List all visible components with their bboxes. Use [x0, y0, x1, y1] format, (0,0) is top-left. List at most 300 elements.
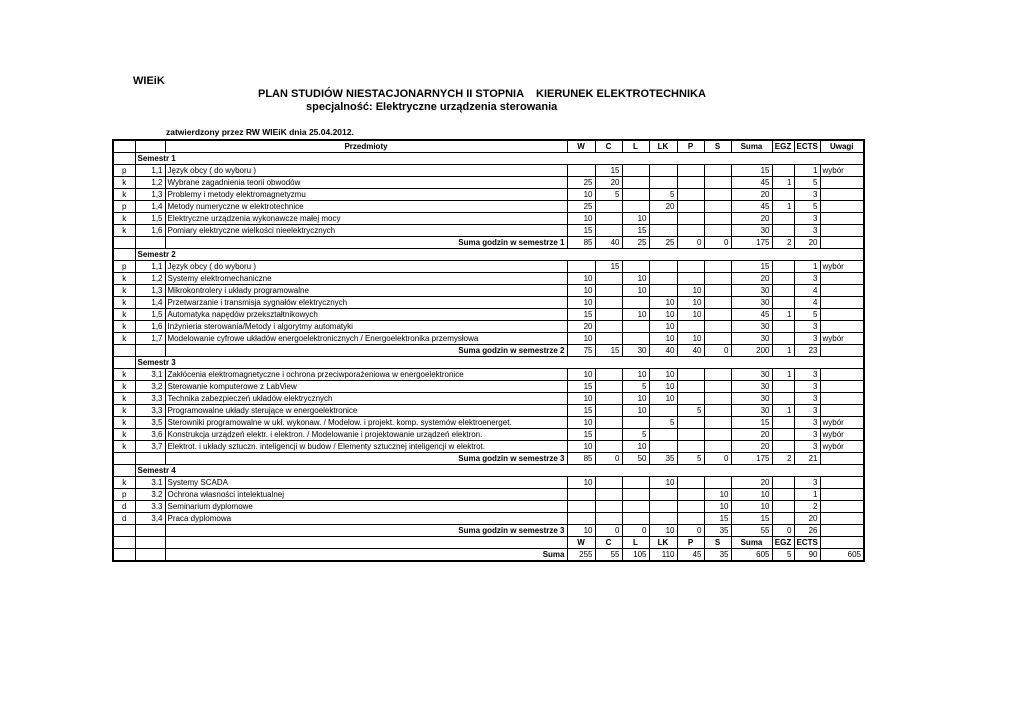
- table-row: [113, 177, 864, 189]
- cell-w: [567, 165, 595, 177]
- sum-ects: 26: [794, 525, 820, 537]
- cell-w: 15: [567, 225, 595, 237]
- cell-w: 10: [567, 417, 595, 429]
- table-row: [113, 213, 864, 225]
- table-row: [113, 501, 864, 513]
- number-cell: [135, 345, 165, 357]
- sum-p: 0: [677, 237, 704, 249]
- cell-ects: 3: [794, 213, 820, 225]
- cell-egz: [772, 261, 794, 273]
- cell-l: 10: [622, 309, 649, 321]
- course-type: k: [113, 441, 135, 453]
- sum-ects: 21: [794, 453, 820, 465]
- course-type: p: [113, 489, 135, 501]
- cell-p: [677, 489, 704, 501]
- cell-egz: 1: [772, 201, 794, 213]
- course-type: k: [113, 177, 135, 189]
- sum-uwagi: [820, 453, 864, 465]
- semester-label: Semestr 4: [135, 465, 864, 477]
- table-row: [113, 189, 864, 201]
- cell-egz: [772, 165, 794, 177]
- table-row: [113, 513, 864, 525]
- cell-s: [704, 429, 731, 441]
- table-row: [113, 369, 864, 381]
- cell-c: [595, 489, 622, 501]
- header-suma: Suma: [731, 140, 772, 153]
- table-row: [113, 225, 864, 237]
- cell-lk: [649, 177, 677, 189]
- sum-suma: 175: [731, 237, 772, 249]
- type-cell: [113, 345, 135, 357]
- cell-s: [704, 321, 731, 333]
- course-name: Programowalne układy sterujące w energoelektronice: [165, 405, 567, 417]
- course-name: Zakłócenia elektromagnetyczne i ochrona przeciwporażeniowa w energoelektronice: [165, 369, 567, 381]
- cell-suma: 30: [731, 225, 772, 237]
- cell-lk: [649, 285, 677, 297]
- cell-s: [704, 441, 731, 453]
- cell-c: [595, 273, 622, 285]
- cell-egz: 1: [772, 309, 794, 321]
- cell-w: 15: [567, 381, 595, 393]
- semester-sum-row: [113, 237, 864, 249]
- cell-l: [622, 189, 649, 201]
- course-type: k: [113, 285, 135, 297]
- cell-s: [704, 273, 731, 285]
- cell-uwagi: wybór: [820, 333, 864, 345]
- total-ects: 90: [794, 549, 820, 562]
- course-name: Ochrona własności intelektualnej: [165, 489, 567, 501]
- cell-egz: [772, 477, 794, 489]
- cell-p: [677, 189, 704, 201]
- sum-lk: 35: [649, 453, 677, 465]
- cell-l: [622, 417, 649, 429]
- cell-p: [677, 261, 704, 273]
- type-cell: [113, 357, 135, 369]
- course-type: p: [113, 165, 135, 177]
- header-type-cell: [113, 140, 135, 153]
- table-row: [113, 165, 864, 177]
- cell-ects: 5: [794, 201, 820, 213]
- course-name: Automatyka napędów przekształtnikowych: [165, 309, 567, 321]
- course-type: k: [113, 213, 135, 225]
- sum-egz: 2: [772, 237, 794, 249]
- cell-suma: 45: [731, 201, 772, 213]
- cell-c: [595, 477, 622, 489]
- cell-suma: 30: [731, 285, 772, 297]
- cell-uwagi: wybór: [820, 429, 864, 441]
- course-type: k: [113, 309, 135, 321]
- cell-suma: 20: [731, 441, 772, 453]
- cell-w: 15: [567, 309, 595, 321]
- table-row: [113, 309, 864, 321]
- cell-ects: 4: [794, 285, 820, 297]
- cell-uwagi: [820, 213, 864, 225]
- number-cell: [135, 525, 165, 537]
- cell-uwagi: [820, 501, 864, 513]
- cell-suma: 30: [731, 405, 772, 417]
- cell-uwagi: [820, 405, 864, 417]
- cell-lk: 10: [649, 333, 677, 345]
- cell-uwagi: [820, 225, 864, 237]
- cell-suma: 45: [731, 177, 772, 189]
- cell-l: [622, 333, 649, 345]
- cell-w: 15: [567, 429, 595, 441]
- cell-ects: 5: [794, 309, 820, 321]
- cell-lk: [649, 501, 677, 513]
- cell-lk: [649, 489, 677, 501]
- table-row: [113, 489, 864, 501]
- repeat-header-ects: ECTS: [794, 537, 820, 549]
- cell-l: 10: [622, 213, 649, 225]
- cell-p: [677, 513, 704, 525]
- sum-c: 0: [595, 453, 622, 465]
- table-row: [113, 321, 864, 333]
- cell-p: [677, 381, 704, 393]
- cell-p: [677, 429, 704, 441]
- cell-suma: 30: [731, 297, 772, 309]
- course-number: 1,7: [135, 333, 165, 345]
- type-cell: [113, 153, 135, 165]
- cell-ects: 3: [794, 417, 820, 429]
- cell-s: [704, 201, 731, 213]
- course-type: k: [113, 297, 135, 309]
- cell-s: [704, 477, 731, 489]
- course-name: Technika zabezpieczeń układów elektrycznych: [165, 393, 567, 405]
- sum-l: 0: [622, 525, 649, 537]
- cell-lk: 10: [649, 393, 677, 405]
- cell-l: [622, 513, 649, 525]
- number-cell: [135, 549, 165, 562]
- cell-egz: [772, 297, 794, 309]
- sum-egz: 1: [772, 345, 794, 357]
- course-name: Praca dyplomowa: [165, 513, 567, 525]
- total-egz: 5: [772, 549, 794, 562]
- course-type: k: [113, 321, 135, 333]
- total-l: 105: [622, 549, 649, 562]
- cell-l: [622, 501, 649, 513]
- cell-p: [677, 369, 704, 381]
- sum-s: 0: [704, 237, 731, 249]
- course-number: 3,5: [135, 417, 165, 429]
- cell-ects: 1: [794, 489, 820, 501]
- uwagi-cell: [820, 537, 864, 549]
- cell-c: [595, 405, 622, 417]
- cell-c: [595, 213, 622, 225]
- sum-uwagi: [820, 345, 864, 357]
- table-row: [113, 333, 864, 345]
- cell-w: 10: [567, 213, 595, 225]
- cell-lk: 10: [649, 477, 677, 489]
- cell-w: [567, 261, 595, 273]
- sum-l: 30: [622, 345, 649, 357]
- course-type: k: [113, 189, 135, 201]
- total-w: 255: [567, 549, 595, 562]
- cell-suma: 15: [731, 165, 772, 177]
- cell-egz: [772, 333, 794, 345]
- cell-s: [704, 333, 731, 345]
- course-type: k: [113, 429, 135, 441]
- table-header-row: [113, 140, 864, 153]
- cell-ects: 3: [794, 273, 820, 285]
- total-lk: 110: [649, 549, 677, 562]
- cell-p: 10: [677, 333, 704, 345]
- cell-l: [622, 201, 649, 213]
- cell-uwagi: [820, 201, 864, 213]
- cell-uwagi: [820, 285, 864, 297]
- cell-egz: [772, 213, 794, 225]
- total-c: 55: [595, 549, 622, 562]
- cell-l: [622, 477, 649, 489]
- cell-w: 10: [567, 477, 595, 489]
- cell-ects: 3: [794, 333, 820, 345]
- course-name: Inżynieria sterowania/Metody i algorytmy automatyki: [165, 321, 567, 333]
- cell-lk: 5: [649, 189, 677, 201]
- cell-ects: 3: [794, 381, 820, 393]
- cell-c: [595, 309, 622, 321]
- semester-label: Semestr 1: [135, 153, 864, 165]
- cell-s: [704, 417, 731, 429]
- cell-egz: [772, 285, 794, 297]
- course-number: 1,1: [135, 261, 165, 273]
- semester-header-row: [113, 465, 864, 477]
- cell-w: 10: [567, 369, 595, 381]
- cell-suma: 10: [731, 489, 772, 501]
- cell-suma: 45: [731, 309, 772, 321]
- cell-c: 15: [595, 165, 622, 177]
- cell-l: 5: [622, 429, 649, 441]
- cell-w: [567, 501, 595, 513]
- table-row: [113, 381, 864, 393]
- institute-label: WIEiK: [133, 75, 165, 87]
- cell-l: [622, 261, 649, 273]
- cell-suma: 30: [731, 333, 772, 345]
- cell-lk: 10: [649, 297, 677, 309]
- cell-ects: 1: [794, 165, 820, 177]
- cell-lk: [649, 405, 677, 417]
- cell-c: [595, 393, 622, 405]
- sum-egz: 0: [772, 525, 794, 537]
- cell-egz: [772, 417, 794, 429]
- sum-c: 15: [595, 345, 622, 357]
- cell-uwagi: [820, 381, 864, 393]
- name-cell: [165, 537, 567, 549]
- cell-l: 10: [622, 393, 649, 405]
- cell-w: 10: [567, 297, 595, 309]
- course-name: Systemy SCADA: [165, 477, 567, 489]
- type-cell: [113, 237, 135, 249]
- cell-s: 15: [704, 513, 731, 525]
- cell-w: [567, 513, 595, 525]
- cell-p: 10: [677, 297, 704, 309]
- cell-l: [622, 489, 649, 501]
- cell-s: 10: [704, 501, 731, 513]
- course-name: Język obcy ( do wyboru ): [165, 165, 567, 177]
- header-c: C: [595, 140, 622, 153]
- course-number: 1,3: [135, 285, 165, 297]
- sum-l: 50: [622, 453, 649, 465]
- header-s: S: [704, 140, 731, 153]
- course-name: Mikrokontrolery i układy programowalne: [165, 285, 567, 297]
- header-number-cell: [135, 140, 165, 153]
- sum-s: 35: [704, 525, 731, 537]
- cell-suma: 30: [731, 381, 772, 393]
- semester-sum-row: [113, 525, 864, 537]
- sum-w: 85: [567, 237, 595, 249]
- sum-w: 85: [567, 453, 595, 465]
- header-lk: LK: [649, 140, 677, 153]
- cell-c: [595, 513, 622, 525]
- semester-label: Semestr 3: [135, 357, 864, 369]
- course-number: 1,5: [135, 309, 165, 321]
- cell-c: 20: [595, 177, 622, 189]
- cell-uwagi: [820, 321, 864, 333]
- sum-c: 0: [595, 525, 622, 537]
- cell-egz: 1: [772, 177, 794, 189]
- cell-suma: 20: [731, 189, 772, 201]
- sum-w: 10: [567, 525, 595, 537]
- cell-egz: [772, 189, 794, 201]
- sum-egz: 2: [772, 453, 794, 465]
- cell-s: [704, 225, 731, 237]
- cell-p: [677, 501, 704, 513]
- repeat-header-s: S: [704, 537, 731, 549]
- repeat-header-p: P: [677, 537, 704, 549]
- repeat-header-l: L: [622, 537, 649, 549]
- cell-w: 25: [567, 201, 595, 213]
- cell-l: 10: [622, 285, 649, 297]
- cell-lk: 10: [649, 321, 677, 333]
- sum-lk: 10: [649, 525, 677, 537]
- cell-egz: [772, 513, 794, 525]
- cell-s: [704, 393, 731, 405]
- course-type: d: [113, 501, 135, 513]
- cell-s: [704, 213, 731, 225]
- specialty-title: specjalność: Elektryczne urządzenia sterowania: [306, 101, 558, 113]
- cell-c: [595, 441, 622, 453]
- cell-p: [677, 393, 704, 405]
- course-number: 1,4: [135, 201, 165, 213]
- table-row: [113, 477, 864, 489]
- course-name: Przetwarzanie i transmisja sygnałów elektrycznych: [165, 297, 567, 309]
- cell-w: 10: [567, 273, 595, 285]
- cell-egz: [772, 441, 794, 453]
- study-plan-table: [112, 139, 865, 562]
- cell-uwagi: [820, 489, 864, 501]
- cell-p: [677, 273, 704, 285]
- cell-c: [595, 501, 622, 513]
- course-number: 3,2: [135, 381, 165, 393]
- table-row: [113, 285, 864, 297]
- cell-p: [677, 165, 704, 177]
- cell-c: [595, 369, 622, 381]
- cell-l: 10: [622, 441, 649, 453]
- cell-egz: [772, 501, 794, 513]
- sum-ects: 20: [794, 237, 820, 249]
- sum-suma: 55: [731, 525, 772, 537]
- cell-p: [677, 441, 704, 453]
- grand-total-row: [113, 549, 864, 562]
- cell-c: [595, 321, 622, 333]
- course-name: Konstrukcja urządzeń elektr. i elektron. / Modelowanie i projektowanie urządzeń elektron.: [165, 429, 567, 441]
- cell-uwagi: [820, 513, 864, 525]
- cell-p: [677, 201, 704, 213]
- cell-w: 20: [567, 321, 595, 333]
- course-number: 1,5: [135, 213, 165, 225]
- semester-sum-label: Suma godzin w semestrze 3: [165, 453, 567, 465]
- cell-lk: 10: [649, 381, 677, 393]
- cell-l: 5: [622, 381, 649, 393]
- total-p: 45: [677, 549, 704, 562]
- course-number: 3.3: [135, 501, 165, 513]
- cell-s: [704, 297, 731, 309]
- cell-p: [677, 321, 704, 333]
- cell-l: 10: [622, 405, 649, 417]
- cell-uwagi: [820, 297, 864, 309]
- course-name: Sterowanie komputerowe z LabView: [165, 381, 567, 393]
- cell-s: [704, 189, 731, 201]
- cell-egz: 1: [772, 405, 794, 417]
- header-subjects: Przedmioty: [165, 140, 567, 153]
- cell-lk: [649, 165, 677, 177]
- cell-w: 10: [567, 393, 595, 405]
- type-cell: [113, 465, 135, 477]
- cell-c: 15: [595, 261, 622, 273]
- cell-w: 25: [567, 177, 595, 189]
- cell-uwagi: [820, 369, 864, 381]
- cell-ects: 3: [794, 405, 820, 417]
- cell-suma: 30: [731, 393, 772, 405]
- cell-suma: 30: [731, 369, 772, 381]
- cell-suma: 20: [731, 273, 772, 285]
- cell-lk: 20: [649, 201, 677, 213]
- course-number: 3.1: [135, 477, 165, 489]
- sum-suma: 175: [731, 453, 772, 465]
- semester-sum-row: [113, 453, 864, 465]
- course-type: k: [113, 417, 135, 429]
- course-number: 3,4: [135, 513, 165, 525]
- semester-header-row: [113, 249, 864, 261]
- course-number: 1,2: [135, 177, 165, 189]
- cell-l: [622, 321, 649, 333]
- repeat-header-suma: Suma: [731, 537, 772, 549]
- course-name: Sterowniki programowalne w ukł. wykonaw. / Modelow. i projekt. komp. systemów elektroenerget.: [165, 417, 567, 429]
- course-type: p: [113, 261, 135, 273]
- cell-uwagi: [820, 393, 864, 405]
- cell-ects: 3: [794, 321, 820, 333]
- cell-lk: [649, 225, 677, 237]
- sum-l: 25: [622, 237, 649, 249]
- sum-p: 0: [677, 525, 704, 537]
- repeat-header-c: C: [595, 537, 622, 549]
- cell-l: 15: [622, 225, 649, 237]
- cell-ects: 4: [794, 297, 820, 309]
- header-l: L: [622, 140, 649, 153]
- cell-uwagi: [820, 309, 864, 321]
- cell-l: [622, 177, 649, 189]
- table-row: [113, 405, 864, 417]
- course-name: Pomiary elektryczne wielkości nieelektrycznych: [165, 225, 567, 237]
- header-ects: ECTS: [794, 140, 820, 153]
- cell-uwagi: [820, 273, 864, 285]
- cell-c: 5: [595, 189, 622, 201]
- type-cell: [113, 249, 135, 261]
- cell-c: [595, 201, 622, 213]
- cell-ects: 3: [794, 477, 820, 489]
- sum-p: 40: [677, 345, 704, 357]
- cell-lk: [649, 429, 677, 441]
- cell-egz: [772, 489, 794, 501]
- total-suma: 605: [731, 549, 772, 562]
